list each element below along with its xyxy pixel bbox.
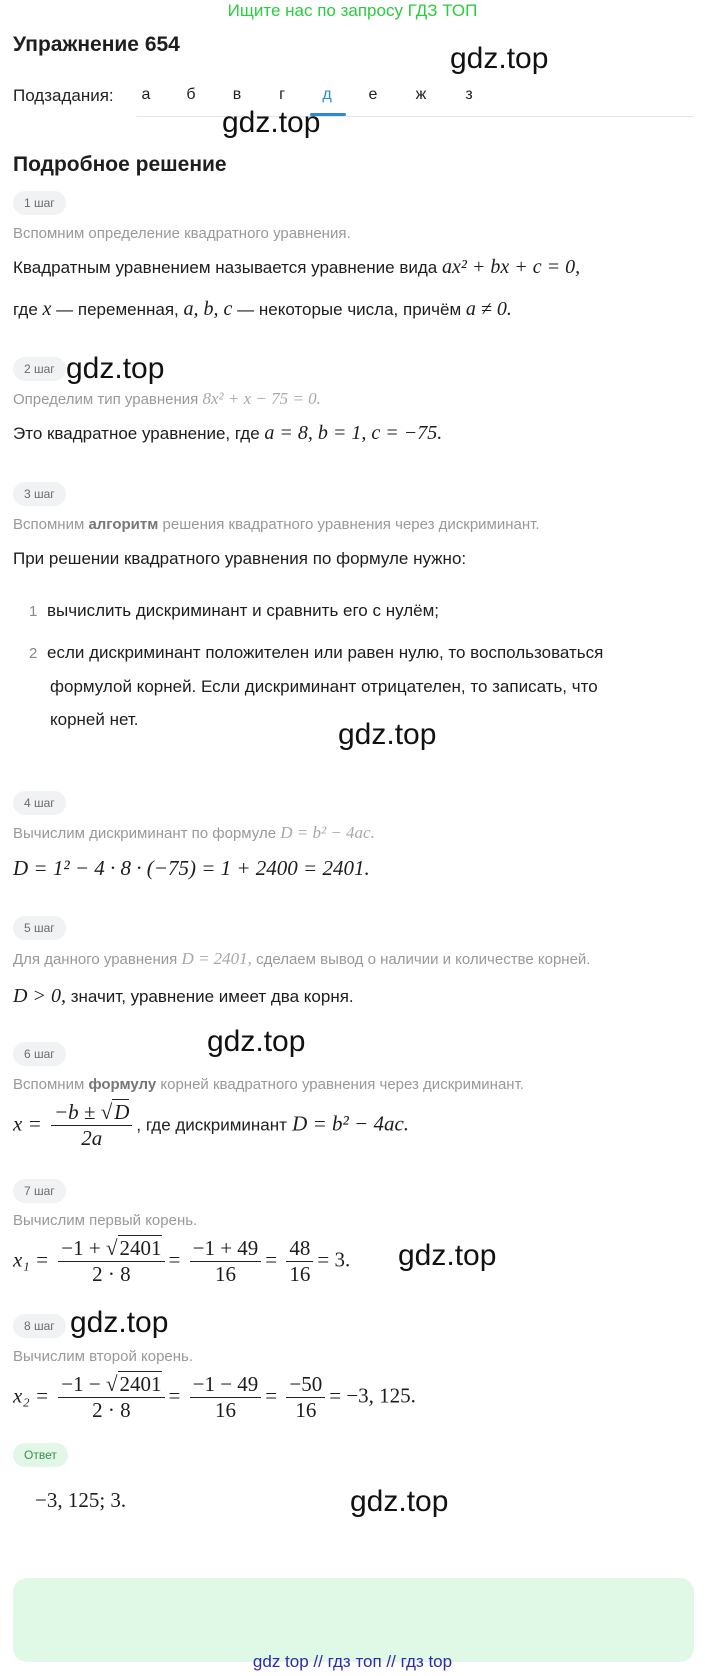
hint-bold: алгоритм [88,516,159,533]
step-badge: 4 шаг [13,791,66,815]
list-item: если дискриминант положителен или равен нулю, то воспользоваться [47,643,604,662]
fraction: $\frac{-b \pm √D}{2a}$ [51,1100,132,1151]
step-hint: Вычислим второй корень. [13,1348,194,1365]
text-fragment: Это квадратное уравнение, где [13,424,260,443]
page-title: Упражнение 654 [13,33,180,56]
section-title: Подробное решение [13,153,227,176]
fraction [286,1372,325,1423]
fraction [286,1236,313,1287]
hint-text: Для данного уравнения [13,951,178,968]
step-badge: 7 шаг [13,1179,66,1203]
math-fragment: D = b² − 4ac. [292,1111,410,1136]
discriminant-calculation: D = 1² − 4 · 8 · (−75) = 1 + 2400 = 2401. [13,856,370,880]
definition-text: Квадратным уравнением называется уравнение вида [13,258,438,277]
hint-bold: формулу [88,1076,157,1093]
tab-b[interactable]: б [186,86,196,103]
watermark: gdz.top [207,1025,306,1058]
fraction: $\frac{-1 + √2401}{2 \cdot 8}$ [58,1236,164,1287]
step-hint: Вычислим первый корень. [13,1212,198,1229]
tab-d-active[interactable]: д [322,86,332,103]
step-text [13,298,512,321]
answer-box [13,1578,694,1662]
denominator: 16 [295,1398,317,1422]
math-fragment: a = 8, b = 1, c = −75. [264,422,443,444]
hint-text: Вычислим дискриминант по формуле [13,825,277,842]
fraction: $\frac{-1 - √2401}{2 \cdot 8}$ [58,1372,164,1423]
denominator: 16 [289,1262,311,1286]
list-item: корней нет. [50,710,139,729]
tab-z[interactable]: з [465,86,473,103]
step-badge: 2 шаг [13,357,66,381]
math-fragment: D > 0, [13,985,66,1007]
list-item: формулой корней. Если дискриминант отрицателен, то записать, что [50,677,598,696]
denominator: 16 [214,1262,236,1286]
formula-lhs: x₂ = [13,1383,50,1408]
text-fragment: — переменная, [56,300,179,319]
math-fragment: a ≠ 0. [465,298,512,320]
watermark: gdz.top [222,106,321,139]
watermark: gdz.top [70,1306,169,1339]
numerator: −50 [286,1372,325,1398]
footer-links[interactable]: gdz top // гдз топ // гдз top [252,1652,453,1671]
hint-text: корней квадратного уравнения через дискриминант. [160,1076,524,1093]
tab-zh[interactable]: ж [415,86,427,103]
equation-math: ax² + bx + c = 0, [441,256,581,278]
text-fragment: — некоторые числа, причём [237,300,462,319]
math-fragment: x [42,298,52,320]
watermark: gdz.top [398,1239,497,1272]
numerator: −1 + [61,1236,101,1260]
text-fragment: где [13,300,38,319]
hint-text: решения квадратного уравнения через дискриминант. [162,516,540,533]
first-root-formula: x₁ = $\frac{-1 + √2401}{2 \cdot 8}$ = $\frac{-1 + 49}{16}$ = $\frac{48}{16}$ = 3. [13,1236,351,1286]
hint-math: D = 2401, [181,949,252,968]
list-item: вычислить дискриминант и сравнить его с нулём; [47,601,440,620]
step-hint: Вспомним определение квадратного уравнения. [13,225,351,242]
tab-a[interactable]: а [141,86,151,103]
result: = 3. [317,1247,351,1272]
numerator: −1 − 49 [190,1372,262,1398]
sqrt-arg: 2401 [119,1236,162,1260]
tab-e[interactable]: е [368,86,378,103]
watermark: gdz.top [350,1485,449,1518]
tab-v[interactable]: в [232,86,242,103]
formula-lhs: x = [13,1111,42,1136]
denominator: 16 [214,1398,236,1422]
fraction [190,1236,262,1287]
hint-text: сделаем вывод о наличии и количестве корней. [256,951,591,968]
fraction [190,1372,262,1423]
numerator: −1 + 49 [190,1236,262,1262]
watermark: gdz.top [66,352,165,385]
step-badge: 1 шаг [13,191,66,215]
result: = −3, 125. [329,1383,416,1408]
step-hint [13,1076,524,1093]
watermark: gdz.top [338,718,437,751]
sqrt-arg: D [114,1100,130,1124]
hint-text: Вспомним [13,516,85,533]
roots-formula [13,1100,409,1151]
step-text: При решении квадратного уравнения по формуле нужно: [13,549,467,568]
sqrt-arg: 2401 [119,1372,162,1396]
denominator: 2 · 8 [92,1262,131,1286]
denominator: 2 · 8 [92,1398,131,1422]
step-hint [13,949,590,969]
watermark: gdz.top [450,42,549,75]
subtask-tabs [137,76,694,117]
answer-badge: Ответ [13,1443,68,1467]
hint-text: Определим тип уравнения [13,391,199,408]
hint-text: Вспомним [13,1076,85,1093]
step-badge: 8 шаг [13,1314,66,1338]
step-text [13,256,580,279]
formula-lhs: x₁ = [13,1247,50,1272]
step-hint [13,516,540,533]
step-hint [13,823,375,843]
hint-math: 8x² + x − 75 = 0. [202,389,321,408]
step-badge: 5 шаг [13,916,66,940]
promo-banner[interactable]: Ищите нас по запросу ГДЗ ТОП [227,1,478,20]
text-fragment: значит, уравнение имеет два корня. [70,987,354,1006]
denominator: 2a [81,1126,103,1150]
numerator: −1 − [61,1372,101,1396]
numerator: 48 [286,1236,313,1262]
numerator: −b ± [54,1100,96,1124]
list-number: 2 [29,645,38,662]
hint-math: D = b² − 4ac. [280,823,375,842]
text-fragment: , где дискриминант [136,1115,287,1135]
step-hint [13,389,321,409]
answer-value: −3, 125; 3. [35,1488,127,1512]
step-text [13,985,354,1008]
step-badge: 6 шаг [13,1042,66,1066]
tab-g[interactable]: г [279,86,285,103]
math-fragment: a, b, c [183,298,233,320]
second-root-formula: x₂ = $\frac{-1 - √2401}{2 \cdot 8}$ = $\frac{-1 - 49}{16}$ = $\frac{-50}{16}$ = −3, 125. [13,1372,416,1422]
list-number: 1 [29,603,38,620]
subtasks-label: Подзадания: [13,86,114,105]
step-text [13,422,442,445]
step-badge: 3 шаг [13,482,66,506]
